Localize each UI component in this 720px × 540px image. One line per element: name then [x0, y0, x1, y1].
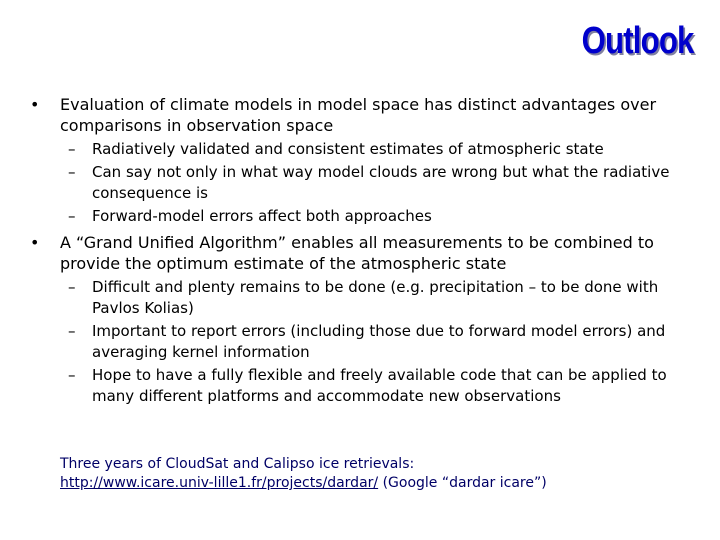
bullet-1 — [30, 94, 710, 227]
sub-item-text: Radiatively validated and consistent estimates of atmospheric state — [92, 140, 604, 158]
slide-title: Outlook — [582, 20, 694, 62]
sub-item — [30, 277, 710, 319]
slide-content — [30, 94, 710, 412]
dash-icon: – — [68, 163, 76, 181]
dash-icon: – — [68, 322, 76, 340]
sub-item-text: Hope to have a fully flexible and freely available code that can be applied to many different platforms and accommodate new observations — [92, 366, 667, 405]
footnote — [60, 455, 547, 493]
sub-item — [30, 365, 710, 407]
bullet-2 — [30, 232, 710, 407]
sub-item-text: Difficult and plenty remains to be done (e.g. precipitation – to be done with Pavlos Kolias) — [92, 278, 659, 317]
sub-item-text: Forward-model errors affect both approaches — [92, 207, 432, 225]
bullet-dot-icon: • — [30, 233, 40, 252]
sub-item — [30, 162, 710, 204]
dash-icon: – — [68, 366, 76, 384]
sub-item — [30, 139, 710, 160]
sub-list — [30, 277, 710, 407]
sub-item-text: Important to report errors (including those due to forward model errors) and averaging kernel information — [92, 322, 666, 361]
sub-item — [30, 321, 710, 363]
bullet-text: A “Grand Unified Algorithm” enables all measurements to be combined to provide the optimum estimate of the atmospheric state — [60, 233, 654, 273]
footnote-suffix: (Google “dardar icare”) — [378, 475, 547, 491]
dash-icon: – — [68, 140, 76, 158]
footnote-line: Three years of CloudSat and Calipso ice retrievals: — [60, 456, 415, 472]
sub-item-text: Can say not only in what way model clouds are wrong but what the radiative consequence is — [92, 163, 670, 202]
bullet-text: Evaluation of climate models in model space has distinct advantages over comparisons in observation space — [60, 95, 657, 135]
sub-list — [30, 139, 710, 227]
bullet-dot-icon: • — [30, 95, 40, 114]
dardar-link[interactable]: http://www.icare.univ-lille1.fr/projects/dardar/ — [60, 475, 379, 491]
dash-icon: – — [68, 278, 76, 296]
sub-item — [30, 206, 710, 227]
dash-icon: – — [68, 207, 76, 225]
